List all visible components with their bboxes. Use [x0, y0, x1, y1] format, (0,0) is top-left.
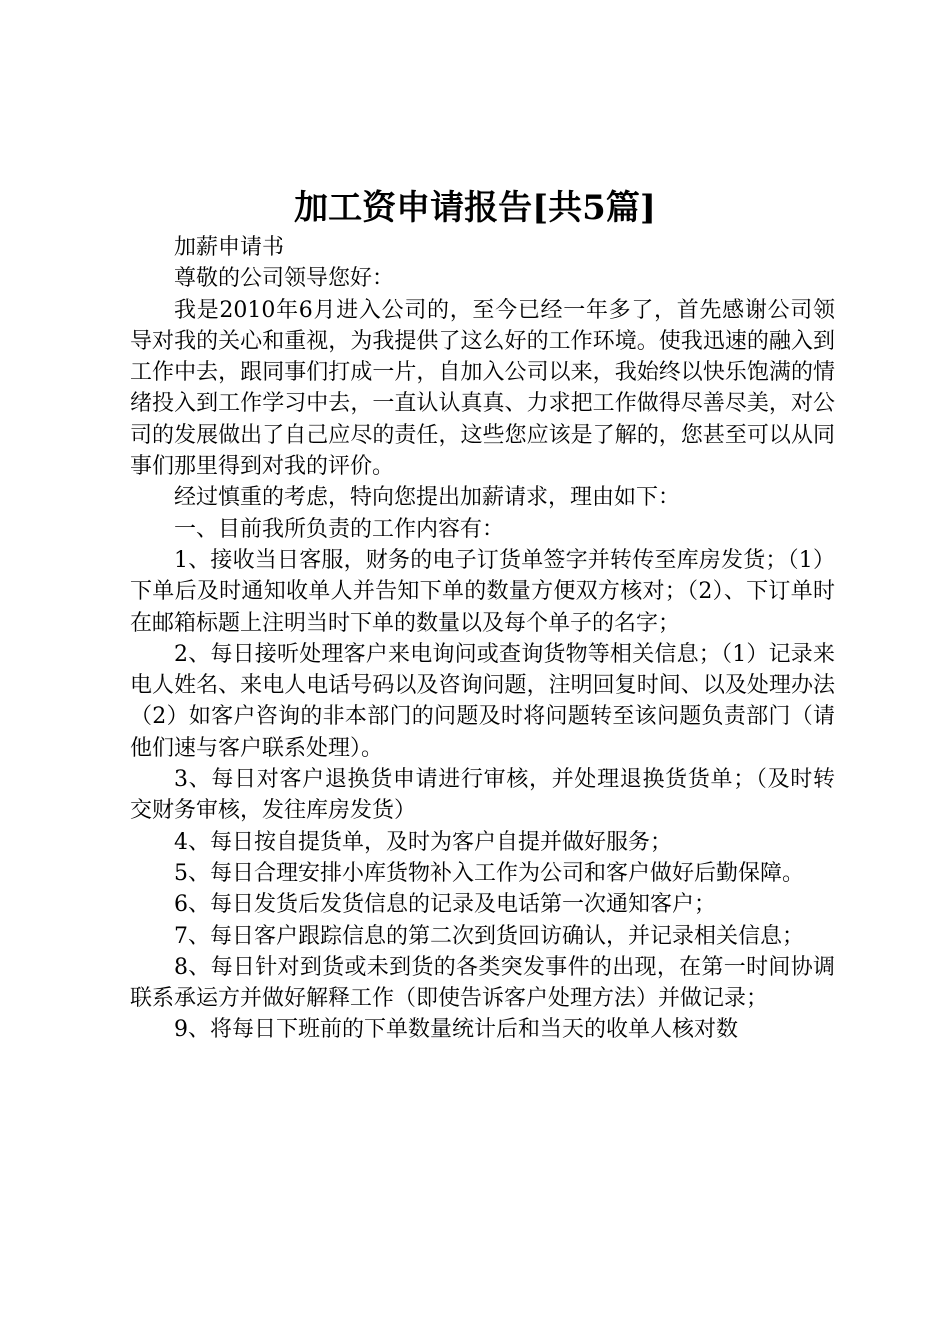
paragraph: 2、每日接听处理客户来电询问或查询货物等相关信息；（1）记录来电人姓名、来电人电话号码以及咨询问题，注明回复时间、以及处理办法（2）如客户咨询的非本部门的问题及时将问题转至该问题负责部门（请他们速与客户联系处理）。 — [130, 641, 835, 761]
paragraph: 9、将每日下班前的下单数量统计后和当天的收单人核对数 — [174, 1017, 738, 1043]
paragraph: 一、目前我所负责的工作内容有： — [174, 516, 505, 542]
paragraph: 7、每日客户跟踪信息的第二次到货回访确认，并记录相关信息； — [174, 923, 804, 949]
paragraph: 3、每日对客户退换货申请进行审核，并处理退换货货单；（及时转交财务审核，发往库房发货） — [130, 767, 835, 824]
document-body — [130, 232, 835, 1046]
document-title: 加工资申请报告[共5篇] — [294, 188, 656, 228]
paragraph: 1、接收当日客服，财务的电子订货单签字并转传至库房发货；（1）下单后及时通知收单人并告知下单的数量方便双方核对；（2）、下订单时在邮箱标题上注明当时下单的数量以及每个单子的名字； — [130, 547, 835, 636]
paragraph: 8、每日针对到货或未到货的各类突发事件的出现，在第一时间协调联系承运方并做好解释工作（即使告诉客户处理方法）并做记录； — [130, 954, 835, 1012]
paragraph: 尊敬的公司领导您好： — [174, 266, 395, 292]
paragraph: 6、每日发货后发货信息的记录及电话第一次通知客户； — [174, 892, 716, 918]
paragraph: 我是2010年6月进入公司的，至今已经一年多了，首先感谢公司领导对我的关心和重视，为我提供了这么好的工作环境。使我迅速的融入到工作中去，跟同事们打成一片，自加入公司以来，我始终以快乐饱满的情绪投入到工作学习中去，一直认认真真、力求把工作做得尽善尽美，对公司的发展做出了自己应尽的责任，这些您应该是了解的，您甚至可以从同事们那里得到对我的评价。 — [130, 297, 835, 480]
paragraph: 5、每日合理安排小库货物补入工作为公司和客户做好后勤保障。 — [174, 860, 804, 886]
paragraph: 经过慎重的考虑，特向您提出加薪请求，理由如下： — [174, 485, 681, 511]
paragraph: 加薪申请书 — [174, 235, 285, 260]
paragraph: 4、每日按自提货单，及时为客户自提并做好服务； — [174, 829, 672, 855]
